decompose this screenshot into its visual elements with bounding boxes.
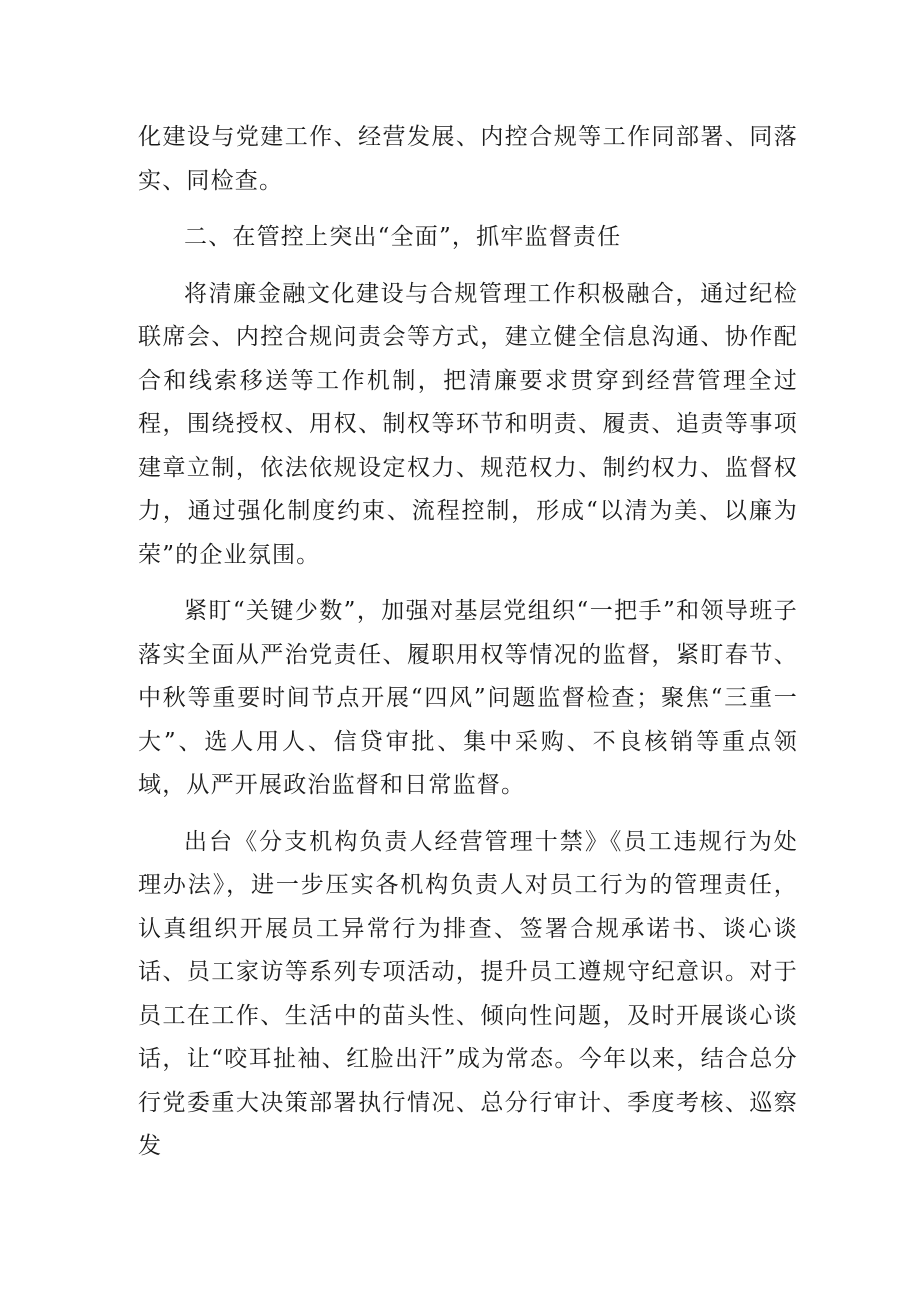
continuation-paragraph: 化建设与党建工作、经营发展、内控合规等工作同部署、同落实、同检查。 xyxy=(138,124,798,194)
paragraph-1: 将清廉金融文化建设与合规管理工作积极融合，通过纪检联席会、内控合规问责会等方式，建立健全信息沟通、协作配合和线索移送等工作机制，把清廉要求贯穿到经营管理全过程，围绕授权、用权、制权等环节和明责、履责、追责等事项建章立制，依法依规设定权力、规范权力、制约权力、监督权力，通过强化制度约束、流程控制，形成“以清为美、以廉为荣”的企业氛围。 xyxy=(138,280,798,568)
paragraph-2: 紧盯“关键少数”，加强对基层党组织“一把手”和领导班子落实全面从严治党责任、履职用权等情况的监督，紧盯春节、中秋等重要时间节点开展“四风”问题监督检查；聚焦“三重一大”、选人用人、信贷审批、集中采购、不良核销等重点领域，从严开展政治监督和日常监督。 xyxy=(138,598,798,798)
document-page xyxy=(138,116,798,1169)
paragraph-3: 出台《分支机构负责人经营管理十禁》《员工违规行为处理办法》，进一步压实各机构负责人对员工行为的管理责任，认真组织开展员工异常行为排查、签署合规承诺书、谈心谈话、员工家访等系列专项活动，提升员工遵规守纪意识。对于员工在工作、生活中的苗头性、倾向性问题，及时开展谈心谈话，让“咬耳扯袖、红脸出汗”成为常态。今年以来，结合总分行党委重大决策部署执行情况、总分行审计、季度考核、巡察发 xyxy=(138,828,798,1159)
section-heading: 二、在管控上突出“全面”，抓牢监督责任 xyxy=(184,224,622,250)
